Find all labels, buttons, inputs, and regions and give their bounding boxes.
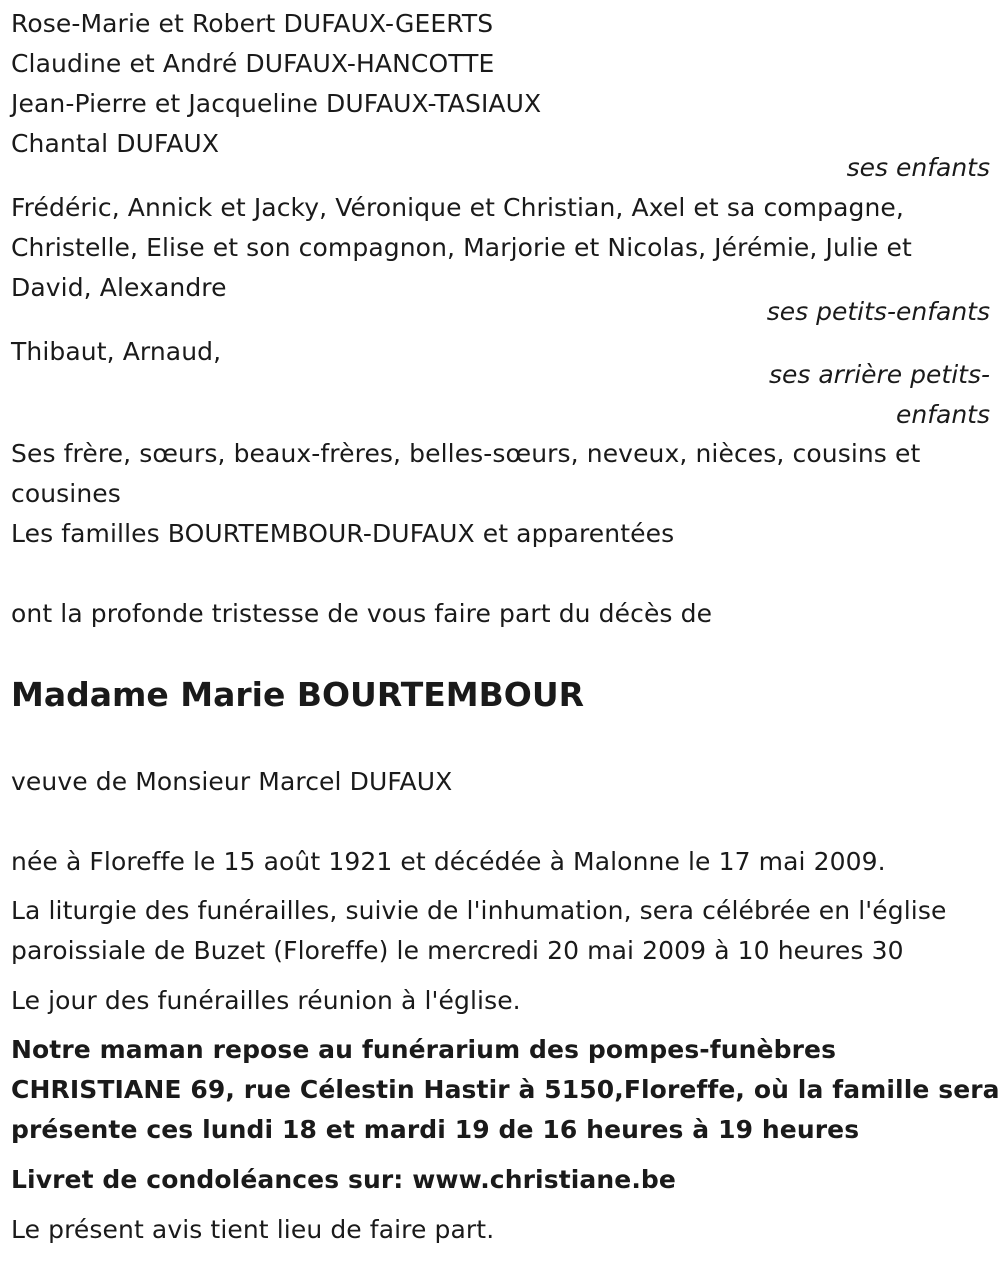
deceased-name: Madame Marie BOURTEMBOUR xyxy=(11,675,585,714)
great-grandchildren-role-2: enfants xyxy=(895,400,990,429)
relatives-line-1: Ses frère, sœurs, beaux-frères, belles-sœurs, neveux, nièces, cousins et xyxy=(11,439,921,468)
condolences-text: Livret de condoléances sur: www.christiane.be xyxy=(11,1165,676,1194)
great-grandchildren-role-1: ses arrière petits- xyxy=(768,360,990,389)
liturgy-line-2: paroissiale de Buzet (Floreffe) le mercredi 20 mai 2009 à 10 heures 30 xyxy=(11,936,904,965)
grandchildren-line-1: Frédéric, Annick et Jacky, Véronique et Christian, Axel et sa compagne, xyxy=(11,193,904,222)
grandchildren-line-3: David, Alexandre xyxy=(11,273,227,302)
liturgy-line-1: La liturgie des funérailles, suivie de l'inhumation, sera célébrée en l'église xyxy=(11,896,947,925)
birth-death-text: née à Floreffe le 15 août 1921 et décédée à Malonne le 17 mai 2009. xyxy=(11,847,886,876)
great-grandchildren-line: Thibaut, Arnaud, xyxy=(11,337,222,366)
child-name-1: Rose-Marie et Robert DUFAUX-GEERTS xyxy=(11,9,494,38)
grandchildren-role: ses petits-enfants xyxy=(766,297,990,326)
meeting-text: Le jour des funérailles réunion à l'église. xyxy=(11,986,521,1015)
child-name-2: Claudine et André DUFAUX-HANCOTTE xyxy=(11,49,495,78)
closing-text: Le présent avis tient lieu de faire part. xyxy=(11,1215,495,1244)
child-name-3: Jean-Pierre et Jacqueline DUFAUX-TASIAUX xyxy=(11,89,542,118)
child-name-4: Chantal DUFAUX xyxy=(11,129,220,158)
funerarium-line-1: Notre maman repose au funérarium des pompes-funèbres xyxy=(11,1035,837,1064)
relatives-line-2: cousines xyxy=(11,479,121,508)
announcement-text: ont la profonde tristesse de vous faire part du décès de xyxy=(11,599,713,628)
funerarium-line-2: CHRISTIANE 69, rue Célestin Hastir à 5150,Floreffe, où la famille sera xyxy=(11,1075,1000,1104)
relatives-line-3: Les familles BOURTEMBOUR-DUFAUX et apparentées xyxy=(11,519,675,548)
widow-of-text: veuve de Monsieur Marcel DUFAUX xyxy=(11,767,453,796)
children-role: ses enfants xyxy=(846,153,990,182)
grandchildren-line-2: Christelle, Elise et son compagnon, Marjorie et Nicolas, Jérémie, Julie et xyxy=(11,233,912,262)
funerarium-line-3: présente ces lundi 18 et mardi 19 de 16 heures à 19 heures xyxy=(11,1115,860,1144)
